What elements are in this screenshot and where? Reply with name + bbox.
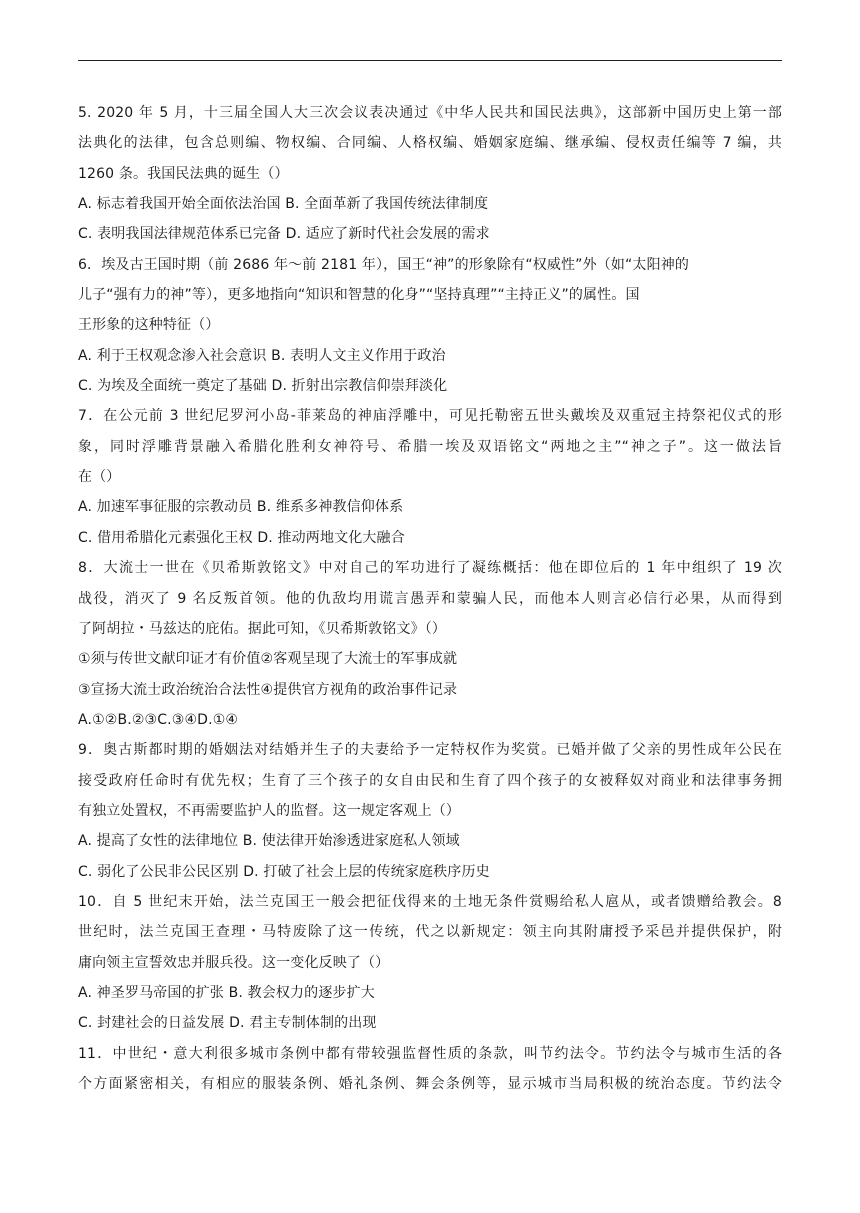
question-stem-line: 庸向领主宣誓效忠并服兵役。这一变化反映了（） <box>78 954 390 971</box>
question-7 <box>78 401 782 553</box>
question-options-line: C. 表明我国法律规范体系已完备 D. 适应了新时代社会发展的需求 <box>78 226 490 243</box>
question-11 <box>78 1039 782 1100</box>
question-options-line: A. 提高了女性的法律地位 B. 使法律开始渗透进家庭私人领域 <box>78 833 460 850</box>
question-options-line: A.①②B.②③C.③④D.①④ <box>78 711 239 728</box>
question-stem-line: 在（） <box>78 469 121 486</box>
question-stem-line: 了阿胡拉・马兹达的庇佑。据此可知，《贝希斯敦铭文》（） <box>78 620 447 637</box>
question-10 <box>78 887 782 1039</box>
question-stem-line: 战役，消灭了 9 名反叛首领。他的仇敌均用谎言愚弄和蒙骗人民，而他本人则言必信行必果，从而得到 <box>78 590 782 607</box>
question-8 <box>78 553 782 735</box>
question-stem-line: 有独立处置权，不再需要监护人的监督。这一规定客观上（） <box>78 802 461 819</box>
question-stem-line: 个方面紧密相关，有相应的服装条例、婚礼条例、舞会条例等，显示城市当局积极的统治态度。节约法令 <box>78 1076 782 1092</box>
question-stem-line: 8．大流士一世在《贝希斯敦铭文》中对自己的军功进行了凝练概括：他在即位后的 1 年中组织了 19 次 <box>78 560 782 577</box>
question-options-line: C. 为埃及全面统一奠定了基础 D. 折射出宗教信仰崇拜淡化 <box>78 378 448 395</box>
question-stem-line: 儿子“强有力的神”等），更多地指向“知识和智慧的化身”“坚持真理”“主持正义”的属性。国 <box>78 287 640 304</box>
question-stem-line: 9．奥古斯都时期的婚姻法对结婚并生子的夫妻给予一定特权作为奖赏。已婚并做了父亲的男性成年公民在 <box>78 742 782 759</box>
question-options-line: A. 标志着我国开始全面依法治国 B. 全面革新了我国传统法律制度 <box>78 196 489 213</box>
question-stem-line: 6．埃及古王国时期（前 2686 年～前 2181 年），国王“神”的形象除有“权威性”外（如“太阳神的 <box>78 256 690 273</box>
header-rule <box>78 60 782 61</box>
question-6 <box>78 250 782 402</box>
question-stem-line: 象，同时浮雕背景融入希腊化胜利女神符号、希腊一埃及双语铭文“两地之主”“神之子”。这一做法旨 <box>78 438 782 455</box>
question-stem-line: 接受政府任命时有优先权；生育了三个孩子的女自由民和生育了四个孩子的女被释奴对商业和法律事务拥 <box>78 772 782 789</box>
question-9 <box>78 735 782 887</box>
question-stem-line: 7．在公元前 3 世纪尼罗河小岛-菲莱岛的神庙浮雕中，可见托勒密五世头戴埃及双重冠主持祭祀仪式的形 <box>78 408 782 425</box>
question-options-line: A. 加速军事征服的宗教动员 B. 维系多神教信仰体系 <box>78 499 404 516</box>
question-stem-line: 世纪时，法兰克国王查理・马特废除了这一传统，代之以新规定：领主向其附庸授予采邑并提供保护，附 <box>78 924 782 941</box>
question-stem-line: 11．中世纪・意大利很多城市条例中都有带较强监督性质的条款，叫节约法令。节约法令与城市生活的各 <box>78 1045 782 1062</box>
question-options-line: A. 神圣罗马帝国的扩张 B. 教会权力的逐步扩大 <box>78 984 375 1001</box>
question-options-line: C. 封建社会的日益发展 D. 君主专制体制的出现 <box>78 1015 377 1032</box>
question-options-line: A. 利于王权观念渗入社会意识 B. 表明人文主义作用于政治 <box>78 347 446 364</box>
question-5 <box>78 98 782 250</box>
question-stem-line: 10．自 5 世纪末开始，法兰克国王一般会把征伐得来的土地无条件赏赐给私人扈从，或者馈赠给教会。8 <box>78 893 782 910</box>
question-statements-line: ①须与传世文献印证才有价值②客观呈现了大流士的军事成就 <box>78 651 458 668</box>
question-stem-line: 1260 条。我国民法典的诞生（） <box>78 165 289 182</box>
question-options-line: C. 弱化了公民非公民区别 D. 打破了社会上层的传统家庭秩序历史 <box>78 863 490 880</box>
question-statements-line: ③宣扬大流士政治统治合法性④提供官方视角的政治事件记录 <box>78 681 458 698</box>
document-body <box>78 98 782 1099</box>
question-options-line: C. 借用希腊化元素强化王权 D. 推动两地文化大融合 <box>78 529 405 546</box>
question-stem-line: 王形象的这种特征（） <box>78 317 220 334</box>
question-stem-line: 5. 2020 年 5 月，十三届全国人大三次会议表决通过《中华人民共和国民法典》，这部新中国历史上第一部 <box>78 105 782 121</box>
question-stem-line: 法典化的法律，包含总则编、物权编、合同编、人格权编、婚姻家庭编、继承编、侵权责任编等 7 编，共 <box>78 135 782 152</box>
